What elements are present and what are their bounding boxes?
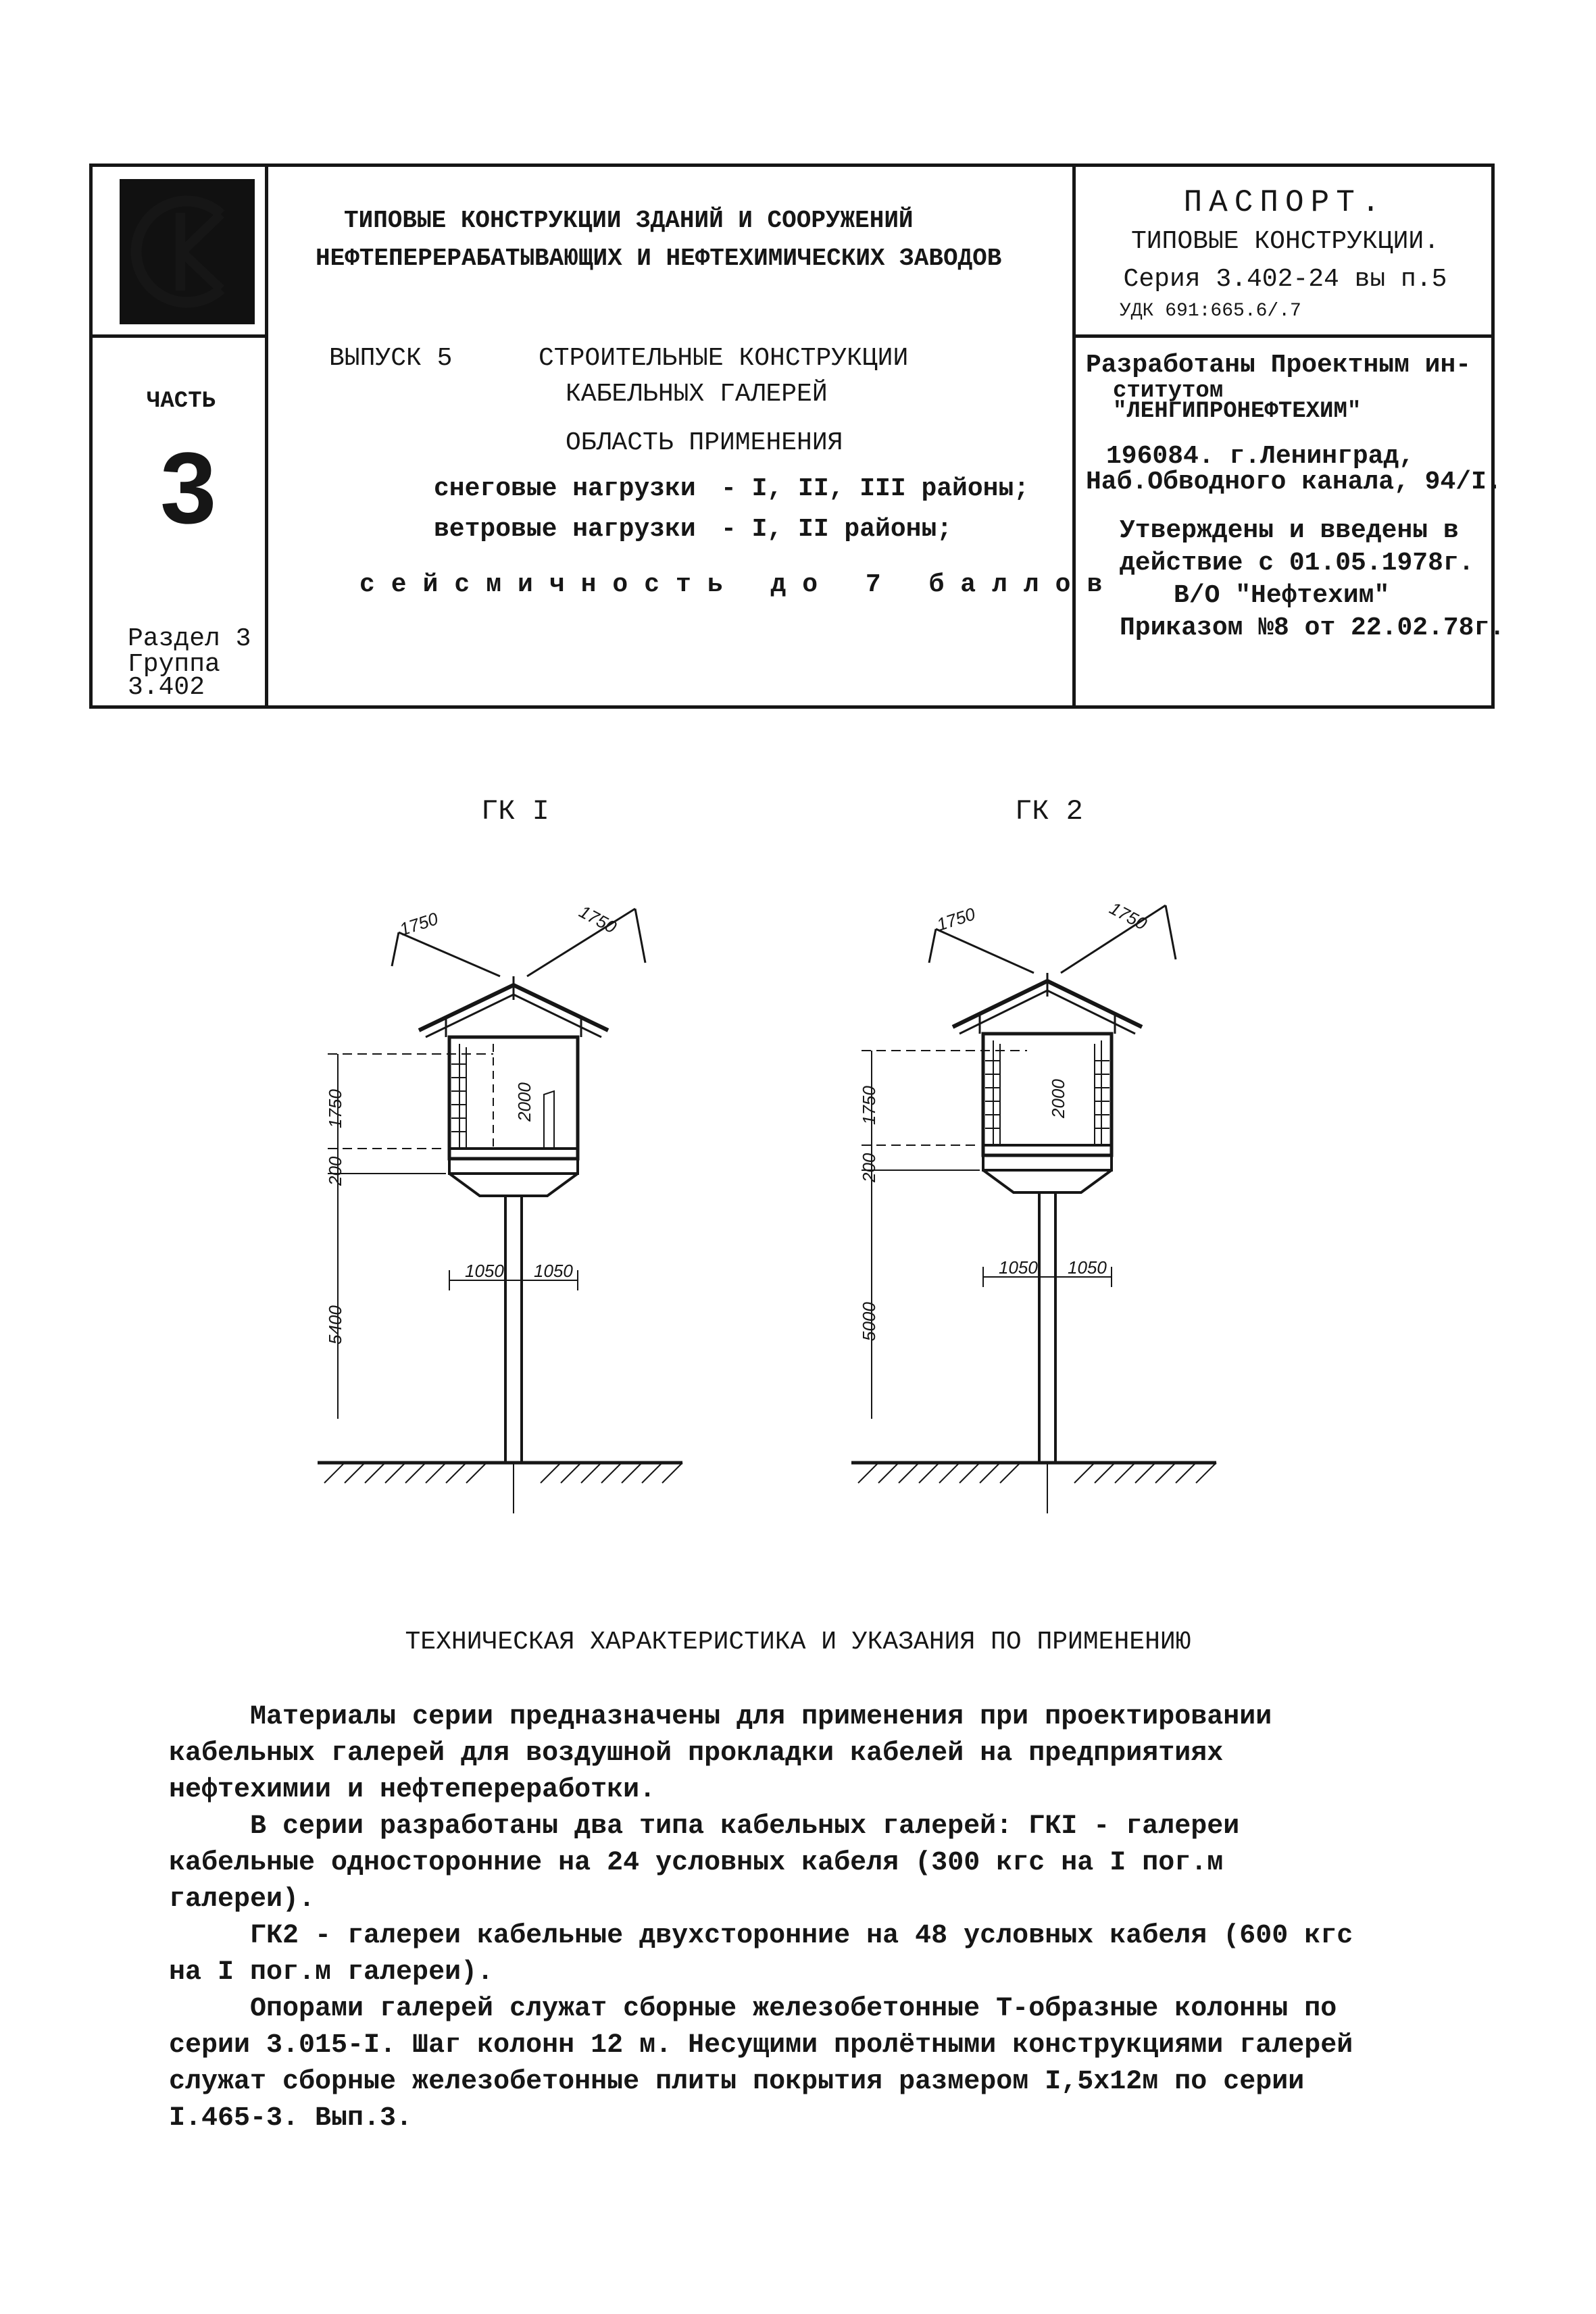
- gk2-height-gallery-dim: 1750: [859, 1086, 879, 1125]
- issue-label: ВЫПУСК 5: [329, 344, 453, 373]
- gallery-gk1-drawing: [318, 909, 682, 1513]
- section-label: Раздел 3: [128, 624, 251, 653]
- drawing-title-gk1: ГК I: [481, 795, 549, 828]
- tech-heading: ТЕХНИЧЕСКАЯ ХАРАКТЕРИСТИКА И УКАЗАНИЯ ПО ПРИМЕНЕНИЮ: [405, 1628, 1191, 1657]
- issue-title-1: СТРОИТЕЛЬНЫЕ КОНСТРУКЦИИ: [539, 344, 909, 373]
- gk2-console-right-dim: 1050: [1068, 1257, 1107, 1278]
- gk2-height-column-dim: 5000: [859, 1302, 879, 1341]
- wind-label: ветровые нагрузки: [434, 515, 696, 544]
- part-label: ЧАСТЬ: [147, 388, 216, 414]
- gk2-height-inner-dim: 2000: [1048, 1079, 1068, 1118]
- gk1-console-left-dim: 1050: [465, 1261, 504, 1281]
- developer-line-3: "ЛЕНГИПРОНЕФТЕХИМ": [1113, 399, 1362, 424]
- series-number: Серия 3.402-24 вы п.5: [1123, 265, 1447, 294]
- gk2-height-slab-dim: 200: [859, 1153, 879, 1182]
- tech-paragraph: Опорами галерей служат сборные железобетонные Т-образные колонны по серии 3.015-I. Шаг колонн 12 м. Несущими пролётными конструкциями галерей служат сборные железобетонные плиты покрытия размером I,5х12м по серии I.465-3. Вып.3.: [169, 1994, 1353, 2134]
- group-code: 3.402: [128, 673, 205, 702]
- gk1-height-column-dim: 5400: [325, 1305, 345, 1344]
- udk-code: УДК 691:665.6/.7: [1120, 301, 1301, 322]
- group-label: Группа: [128, 650, 220, 679]
- approval-line-2: действие с 01.05.1978г.: [1120, 549, 1474, 578]
- tech-paragraph: В серии разработаны два типа кабельных галерей: ГКI - галереи кабельные односторонние на 24 условных кабеля (300 кгс на I пог.м галереи).: [169, 1811, 1240, 1915]
- gk1-roof-left-dim: 1750: [397, 908, 441, 940]
- gk1-console-right-dim: 1050: [534, 1261, 573, 1281]
- address-line-1: 196084. г.Ленинград,: [1106, 442, 1415, 471]
- issue-title-2: КАБЕЛЬНЫХ ГАЛЕРЕЙ: [566, 380, 828, 409]
- address-line-2: Наб.Обводного канала, 94/I.: [1086, 468, 1502, 497]
- gk1-roof-right-dim: 1750: [576, 901, 620, 938]
- gk2-roof-right-dim: 1750: [1106, 897, 1151, 934]
- approval-line-4: Приказом №8 от 22.02.78г.: [1120, 613, 1505, 643]
- gk1-height-gallery-dim: 1750: [325, 1089, 345, 1128]
- drawing-title-gk2: ГК 2: [1015, 795, 1083, 828]
- part-number: 3: [160, 431, 217, 545]
- gk1-height-slab-dim: 200: [325, 1156, 345, 1186]
- header-line-1: ТИПОВЫЕ КОНСТРУКЦИИ ЗДАНИЙ И СООРУЖЕНИЙ: [344, 207, 914, 234]
- gk2-console-left-dim: 1050: [999, 1257, 1038, 1278]
- wind-value: - I, II районы;: [721, 515, 953, 544]
- seismic-note: сейсмичность до 7 баллов: [359, 570, 1119, 599]
- approval-line-3: В/О "Нефтехим": [1174, 581, 1390, 610]
- gk2-roof-left-dim: 1750: [934, 903, 978, 935]
- approval-line-1: Утверждены и введены в: [1120, 516, 1459, 545]
- snow-label: снеговые нагрузки: [434, 474, 696, 503]
- area-title: ОБЛАСТЬ ПРИМЕНЕНИЯ: [566, 428, 843, 457]
- tech-paragraph: Материалы серии предназначены для применения при проектировании кабельных галерей для воздушной прокладки кабелей на предприятиях нефтехимии и нефтепереработки.: [169, 1702, 1272, 1805]
- snow-value: - I, II, III районы;: [721, 474, 1030, 503]
- header-line-2: НЕФТЕПЕРЕРАБАТЫВАЮЩИХ И НЕФТЕХИМИЧЕСКИХ ЗАВОДОВ: [316, 245, 1002, 272]
- tech-paragraph: ГК2 - галереи кабельные двухсторонние на 48 условных кабеля (600 кгс на I пог.м галереи).: [169, 1921, 1353, 1988]
- passport-title: ПАСПОРТ.: [1183, 185, 1387, 220]
- tech-body: [169, 1699, 1385, 2137]
- gk1-height-inner-dim: 2000: [514, 1082, 534, 1122]
- passport-subtitle: ТИПОВЫЕ КОНСТРУКЦИИ.: [1130, 227, 1440, 256]
- developer-line-1: Разработаны Проектным ин-: [1086, 351, 1472, 380]
- gallery-gk2-drawing: [851, 905, 1216, 1513]
- developer-line-2: ститутом: [1113, 378, 1224, 404]
